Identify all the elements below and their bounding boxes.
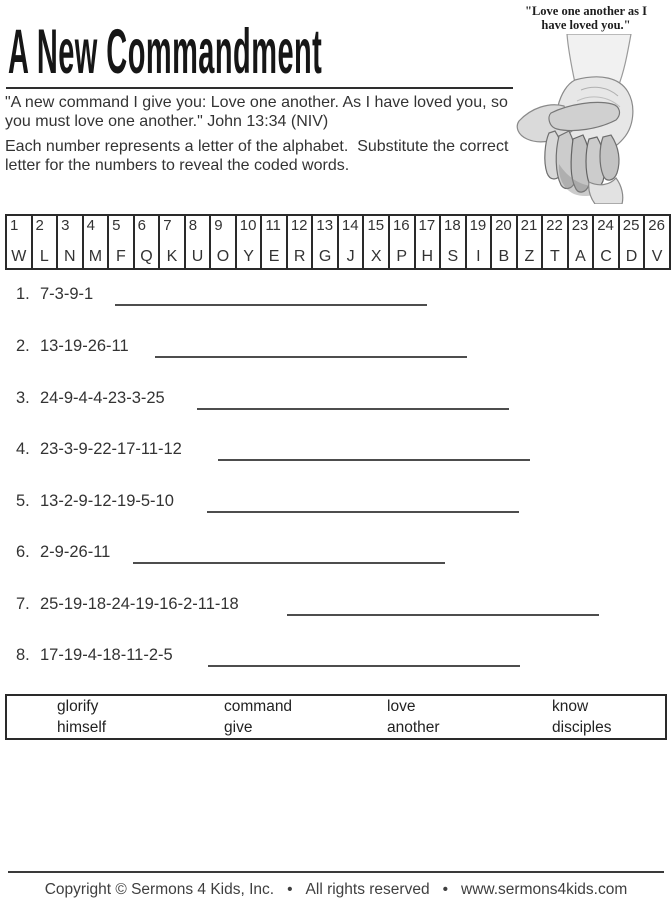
word-bank-word: command bbox=[224, 698, 293, 715]
puzzle-number: 1. bbox=[16, 285, 30, 303]
cipher-number: 4 bbox=[86, 217, 95, 234]
cipher-cell bbox=[643, 216, 669, 268]
word-bank-word: another bbox=[387, 719, 440, 736]
puzzle-code: 13-2-9-12-19-5-10 bbox=[40, 492, 174, 510]
verse-line-2: you must love one another." John 13:34 (NIV) bbox=[5, 113, 329, 130]
cipher-letter: O bbox=[216, 248, 230, 265]
cipher-number: 21 bbox=[520, 217, 538, 234]
rights-text: All rights reserved bbox=[305, 881, 430, 898]
word-bank-word: himself bbox=[57, 719, 107, 736]
cipher-letter: K bbox=[166, 248, 178, 265]
cipher-cell bbox=[465, 216, 491, 268]
cipher-cell bbox=[516, 216, 542, 268]
cipher-letter: Q bbox=[140, 248, 153, 265]
cipher-letter: Z bbox=[524, 248, 535, 265]
puzzle-number: 8. bbox=[16, 646, 30, 664]
cipher-letter: W bbox=[11, 248, 27, 265]
cipher-number: 2 bbox=[35, 217, 44, 234]
answer-blank[interactable] bbox=[287, 598, 599, 616]
bible-verse bbox=[5, 93, 525, 131]
copyright-text: Copyright © Sermons 4 Kids, Inc. bbox=[44, 881, 275, 898]
cipher-letter: P bbox=[396, 248, 408, 265]
puzzle-row-2 bbox=[16, 337, 129, 359]
cipher-cell bbox=[567, 216, 593, 268]
puzzle-row-8 bbox=[16, 646, 173, 668]
website-text: www.sermons4kids.com bbox=[461, 881, 628, 898]
puzzle-number: 2. bbox=[16, 337, 30, 355]
cipher-cell bbox=[286, 216, 312, 268]
bullet-separator: • bbox=[287, 881, 293, 898]
cipher-letter: T bbox=[550, 248, 560, 265]
puzzle-row-6 bbox=[16, 543, 110, 565]
answer-blank[interactable] bbox=[133, 546, 445, 564]
cipher-letter: F bbox=[116, 248, 126, 265]
footer bbox=[0, 881, 672, 899]
cipher-letter: D bbox=[625, 248, 638, 265]
cipher-number: 24 bbox=[597, 217, 614, 234]
puzzle-number: 3. bbox=[16, 389, 30, 407]
cipher-letter: C bbox=[600, 248, 612, 265]
cipher-letter: E bbox=[268, 248, 280, 265]
word-bank-word: give bbox=[224, 719, 253, 736]
cipher-letter: S bbox=[447, 248, 459, 265]
puzzle-code: 24-9-4-4-23-3-25 bbox=[40, 389, 165, 407]
cipher-number: 22 bbox=[546, 217, 563, 234]
cipher-cell bbox=[362, 216, 388, 268]
cipher-number: 19 bbox=[469, 217, 487, 234]
cipher-number: 20 bbox=[495, 217, 512, 234]
cipher-number: 3 bbox=[61, 217, 70, 234]
cipher-cell bbox=[414, 216, 440, 268]
cipher-number: 16 bbox=[392, 217, 410, 234]
cipher-letter: G bbox=[318, 248, 332, 265]
cipher-number: 7 bbox=[163, 217, 172, 234]
puzzle-row-7 bbox=[16, 595, 239, 617]
cipher-cell bbox=[158, 216, 184, 268]
answer-blank[interactable] bbox=[197, 392, 509, 410]
puzzle-code: 13-19-26-11 bbox=[40, 337, 129, 355]
footer-divider bbox=[8, 871, 664, 873]
cipher-number: 8 bbox=[188, 217, 198, 234]
cipher-letter: H bbox=[421, 248, 434, 265]
puzzle-code: 23-3-9-22-17-11-12 bbox=[40, 440, 182, 458]
cipher-cell bbox=[337, 216, 363, 268]
puzzle-code: 2-9-26-11 bbox=[40, 543, 111, 561]
verse-line-1: "A new command I give you: Love one another. As I have loved you, so bbox=[5, 94, 508, 111]
cipher-letter: N bbox=[64, 248, 76, 265]
cipher-letter: V bbox=[651, 248, 663, 265]
answer-blank[interactable] bbox=[218, 443, 530, 461]
answer-blank[interactable] bbox=[208, 649, 520, 667]
hands-quote-line-2: have loved you." bbox=[541, 18, 631, 32]
cipher-letter: M bbox=[88, 248, 103, 265]
puzzle-code: 17-19-4-18-11-2-5 bbox=[40, 646, 173, 664]
cipher-cell bbox=[490, 216, 516, 268]
puzzle-row-1 bbox=[16, 285, 93, 307]
puzzle-row-5 bbox=[16, 492, 174, 514]
cipher-letter: I bbox=[476, 248, 481, 265]
cipher-number: 14 bbox=[341, 217, 359, 234]
bullet-separator: • bbox=[442, 881, 449, 898]
cipher-letter: R bbox=[293, 248, 306, 265]
puzzle-code: 7-3-9-1 bbox=[40, 285, 94, 303]
cipher-letter: B bbox=[498, 248, 510, 265]
instructions-line-1: Each number represents a letter of the alphabet. Substitute the correct bbox=[5, 138, 509, 155]
cipher-number: 1 bbox=[10, 217, 19, 234]
puzzle-code: 25-19-18-24-19-16-2-11-18 bbox=[40, 595, 239, 613]
answer-blank[interactable] bbox=[115, 288, 427, 306]
cipher-cell bbox=[56, 216, 82, 268]
cipher-number: 6 bbox=[137, 217, 146, 234]
cipher-cell bbox=[133, 216, 159, 268]
word-bank-word: know bbox=[552, 698, 589, 715]
hands-quote bbox=[502, 4, 670, 32]
puzzle-number: 6. bbox=[16, 543, 30, 561]
cipher-letter: X bbox=[370, 248, 382, 265]
cipher-cell bbox=[260, 216, 286, 268]
cipher-letter: Y bbox=[243, 248, 254, 265]
cipher-letter: L bbox=[39, 248, 49, 265]
word-bank-word: glorify bbox=[57, 698, 99, 715]
cipher-letter: A bbox=[575, 248, 586, 265]
title-underline bbox=[6, 87, 513, 89]
cipher-key-table bbox=[5, 214, 671, 270]
cipher-number: 9 bbox=[214, 217, 223, 234]
instructions bbox=[5, 137, 525, 175]
hands-illustration-block bbox=[502, 4, 670, 206]
cipher-number: 12 bbox=[290, 217, 308, 234]
cipher-letter: U bbox=[191, 248, 204, 265]
hands-quote-line-1: "Love one another as I bbox=[525, 4, 647, 18]
cipher-cell bbox=[235, 216, 261, 268]
cipher-cell bbox=[618, 216, 644, 268]
cipher-cell bbox=[541, 216, 567, 268]
cipher-number: 5 bbox=[112, 217, 121, 234]
puzzle-row-4 bbox=[16, 440, 182, 462]
cipher-cell bbox=[7, 216, 31, 268]
cipher-number: 13 bbox=[316, 217, 334, 234]
cipher-number: 23 bbox=[571, 217, 589, 234]
clasped-hands-image bbox=[511, 34, 661, 204]
cipher-cell bbox=[592, 216, 618, 268]
cipher-cell bbox=[82, 216, 108, 268]
word-bank bbox=[5, 694, 667, 740]
word-bank-word: disciples bbox=[552, 719, 612, 736]
cipher-number: 15 bbox=[367, 217, 385, 234]
puzzle-row-3 bbox=[16, 389, 165, 411]
cipher-number: 25 bbox=[622, 217, 640, 234]
cipher-cell bbox=[31, 216, 57, 268]
cipher-letter: J bbox=[346, 248, 355, 265]
puzzle-number: 7. bbox=[16, 595, 30, 613]
instructions-line-2: letter for the numbers to reveal the coded words. bbox=[5, 157, 350, 174]
cipher-cell bbox=[107, 216, 133, 268]
answer-blank[interactable] bbox=[207, 495, 519, 513]
cipher-cell bbox=[184, 216, 210, 268]
answer-blank[interactable] bbox=[155, 340, 467, 358]
cipher-cell bbox=[311, 216, 337, 268]
cipher-cell bbox=[388, 216, 414, 268]
cipher-number: 18 bbox=[444, 217, 461, 234]
word-bank-word: love bbox=[387, 698, 416, 715]
cipher-number: 10 bbox=[239, 217, 257, 234]
cipher-number: 11 bbox=[265, 217, 281, 234]
page-title: A New Commandment bbox=[8, 17, 323, 87]
cipher-cell bbox=[439, 216, 465, 268]
cipher-cell bbox=[209, 216, 235, 268]
cipher-number: 26 bbox=[648, 217, 665, 234]
puzzle-number: 4. bbox=[16, 440, 30, 458]
puzzle-number: 5. bbox=[16, 492, 30, 510]
cipher-number: 17 bbox=[418, 217, 436, 234]
